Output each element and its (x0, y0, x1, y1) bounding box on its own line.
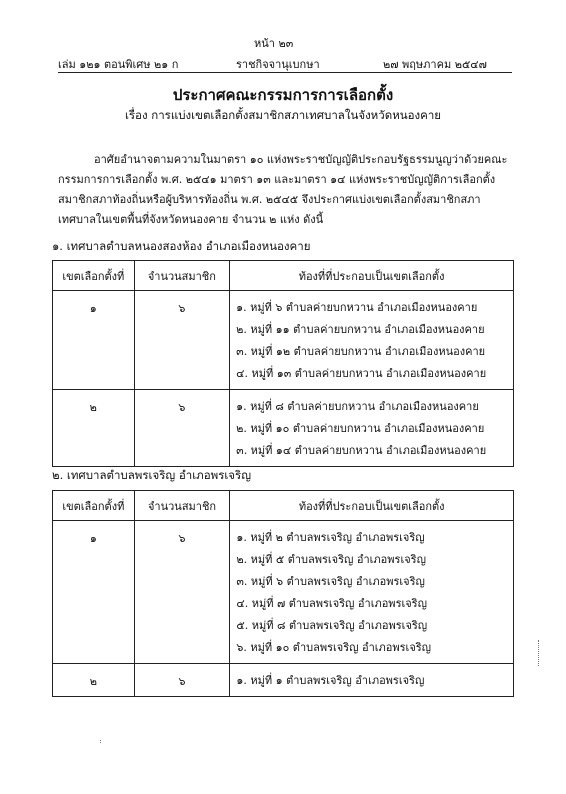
body-text: อาศัยอำนาจตามความในมาตรา ๑๐ แห่งพระราชบัญญัติประกอบรัฐธรรมนูญว่าด้วยคณะกรรมการการเลือกตั้ง พ.ศ. ๒๕๔๑ มาตรา ๑๓ และมาตรา ๑๔ แห่งพระราชบัญญัติการเลือกตั้งสมาชิกสภาท้องถิ่นหรือผู้บริหารท้องถิ่น พ.ศ. ๒๕๔๕ จึงประกาศแบ่งเขตเลือกตั้งสมาชิกสภาเทศบาลในเขตพื้นที่จังหวัดหนองคาย จำนวน ๒ แห่ง ดังนี้ (58, 153, 508, 226)
district-number: ๒ (53, 390, 135, 467)
announcement-body (58, 150, 512, 230)
table-row (53, 521, 514, 664)
gazette-volume: เล่ม ๑๒๑ ตอนพิเศษ ๒๑ ก (58, 58, 179, 71)
announcement-title: ประกาศคณะกรรมการการเลือกตั้ง (172, 86, 394, 104)
table-row (53, 291, 514, 390)
list-item: ๕. หมู่ที่ ๘ ตำบลพรเจริญ อำเภอพรเจริญ (236, 619, 428, 632)
list-item: ๔. หมู่ที่ ๑๓ ตำบลค่ายบกหวาน อำเภอเมืองหนองคาย (236, 367, 487, 380)
header-members: จำนวนสมาชิก (134, 261, 230, 291)
header-district: เขตเลือกตั้งที่ (53, 261, 135, 291)
list-item: ๓. หมู่ที่ ๑๔ ตำบลค่ายบกหวาน อำเภอเมืองหนองคาย (236, 444, 487, 457)
list-item: ๖. หมู่ที่ ๑๐ ตำบลพรเจริญ อำเภอพรเจริญ (236, 641, 432, 654)
table-header-row (53, 261, 514, 291)
page-number: หน้า ๒๓ (254, 37, 294, 50)
list-item: ๓. หมู่ที่ ๖ ตำบลพรเจริญ อำเภอพรเจริญ (236, 575, 425, 588)
gazette-date: ๒๗ พฤษภาคม ๒๕๔๗ (383, 58, 487, 71)
member-count: ๖ (134, 664, 230, 697)
member-count: ๖ (134, 291, 230, 390)
list-item: ๔. หมู่ที่ ๗ ตำบลพรเจริญ อำเภอพรเจริญ (236, 597, 427, 610)
district-number: ๑ (53, 521, 135, 664)
list-item: ๓. หมู่ที่ ๑๒ ตำบลค่ายบกหวาน อำเภอเมืองหนองคาย (236, 345, 486, 358)
member-count: ๖ (134, 521, 230, 664)
locality-list (230, 291, 514, 390)
district-table-2 (52, 490, 514, 697)
locality-list (230, 390, 514, 467)
header-locality: ท้องที่ที่ประกอบเป็นเขตเลือกตั้ง (230, 261, 514, 291)
locality-list (230, 664, 514, 697)
header-locality: ท้องที่ที่ประกอบเป็นเขตเลือกตั้ง (230, 491, 514, 521)
header-divider (58, 72, 512, 73)
table-row (53, 390, 514, 467)
district-number: ๒ (53, 664, 135, 697)
list-item: ๒. หมู่ที่ ๑๑ ตำบลค่ายบกหวาน อำเภอเมืองหนองคาย (236, 323, 485, 336)
list-item: ๑. หมู่ที่ ๒ ตำบลพรเจริญ อำเภอพรเจริญ (236, 531, 425, 544)
header-district: เขตเลือกตั้งที่ (53, 491, 135, 521)
section-heading-2: ๒. เทศบาลตำบลพรเจริญ อำเภอพรเจริญ (52, 468, 252, 482)
locality-list (230, 521, 514, 664)
list-item: ๑. หมู่ที่ ๘ ตำบลค่ายบกหวาน อำเภอเมืองหนองคาย (236, 400, 479, 413)
scan-mark (100, 740, 101, 743)
district-number: ๑ (53, 291, 135, 390)
member-count: ๖ (134, 390, 230, 467)
scan-mark (538, 640, 539, 666)
header-members: จำนวนสมาชิก (134, 491, 230, 521)
table-header-row (53, 491, 514, 521)
list-item: ๑. หมู่ที่ ๑ ตำบลพรเจริญ อำเภอพรเจริญ (236, 674, 425, 687)
list-item: ๒. หมู่ที่ ๕ ตำบลพรเจริญ อำเภอพรเจริญ (236, 553, 426, 566)
table-row (53, 664, 514, 697)
announcement-subject: เรื่อง การแบ่งเขตเลือกตั้งสมาชิกสภาเทศบาลในจังหวัดหนองคาย (124, 108, 442, 122)
list-item: ๑. หมู่ที่ ๖ ตำบลค่ายบกหวาน อำเภอเมืองหนองคาย (236, 301, 478, 314)
section-heading-1: ๑. เทศบาลตำบลหนองสองห้อง อำเภอเมืองหนองคาย (52, 239, 311, 253)
district-table-1 (52, 260, 514, 467)
list-item: ๒. หมู่ที่ ๑๐ ตำบลค่ายบกหวาน อำเภอเมืองหนองคาย (236, 422, 485, 435)
gazette-name: ราชกิจจานุเบกษา (236, 58, 320, 71)
